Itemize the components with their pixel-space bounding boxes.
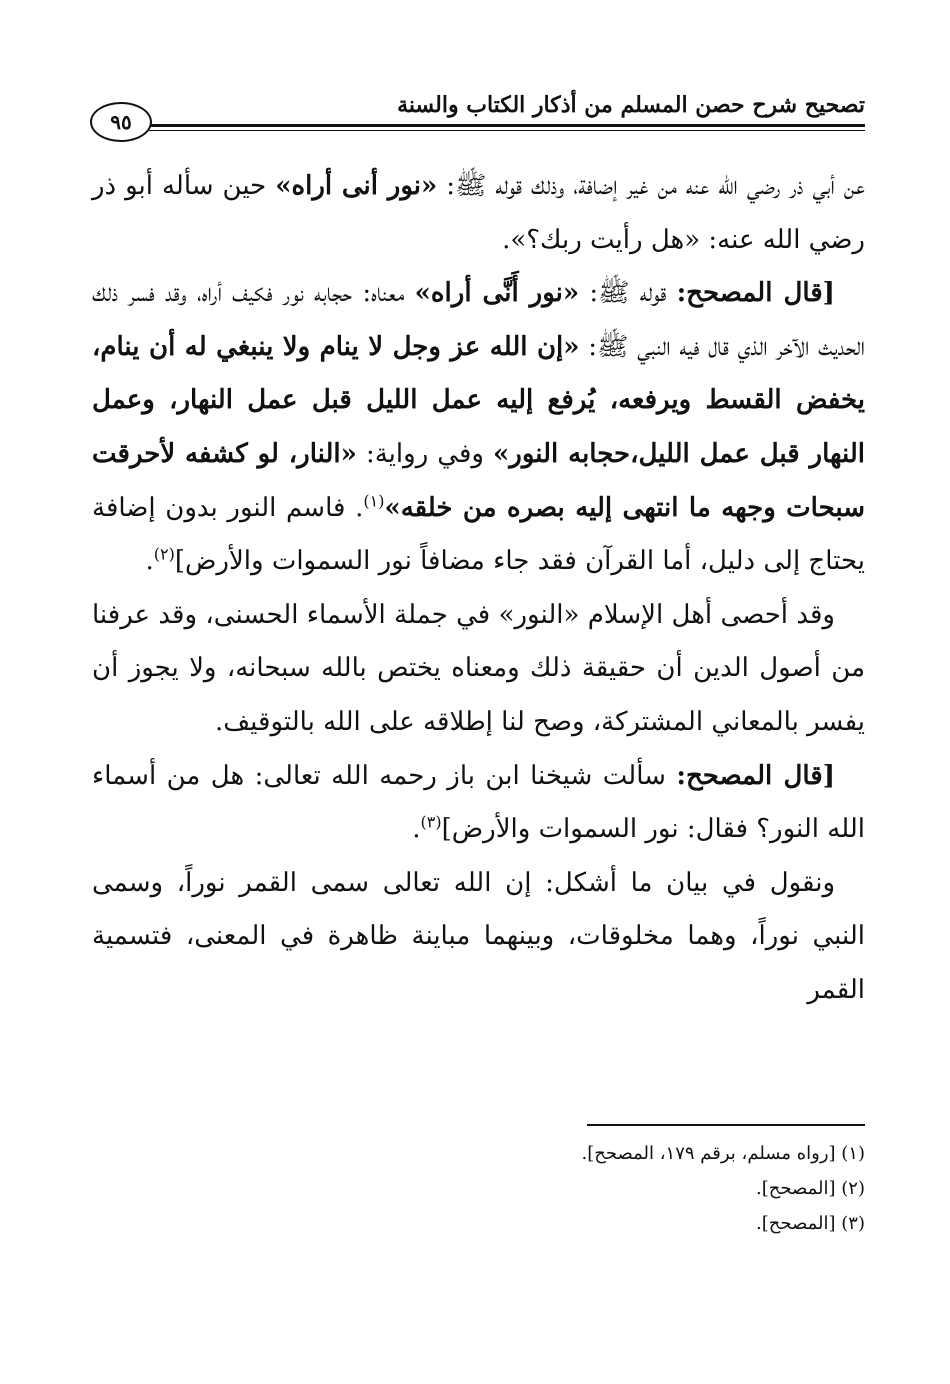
footnote-ref[interactable]: (٣)	[420, 812, 442, 832]
footnote-2: (٢) [المصحح].	[756, 1178, 865, 1199]
text-span: .	[145, 546, 154, 577]
header-rule	[148, 124, 865, 127]
footnote-ref[interactable]: (١)	[363, 490, 385, 510]
text-span: . فاسم النور بدون إضافة يحتاج إلى دليل، أما القرآن فقد جاء مضافاً نور السموات والأرض]	[92, 492, 865, 577]
footnotes	[365, 1136, 865, 1241]
corrector-label: [قال المصحح:	[676, 278, 835, 309]
quote-bold: «نور أَنَّى أراه»	[414, 278, 580, 309]
footnote-3: (٣) [المصحح].	[756, 1213, 865, 1234]
header-rule-thin	[148, 130, 865, 131]
text-span: .	[412, 814, 421, 845]
text-span: معناه: حجابه نور فكيف أراه، وقد فسر ذلك الحديث الآخر الذي قال فيه النبي ﷺ:	[92, 278, 865, 362]
text-span: قوله ﷺ:	[579, 278, 677, 309]
footnote-ref[interactable]: (٢)	[153, 544, 175, 564]
text-span: حين سأله أبو ذر رضي الله عنه: «هل رأيت ربك؟».	[92, 171, 865, 255]
page-header	[90, 88, 865, 148]
hadith-bold: «النار، لو كشفه لأحرقت سبحات وجهه ما انتهى إليه بصره من خلقه»	[92, 438, 865, 523]
page-number: ٩٥	[90, 102, 152, 142]
text-span: سألت شيخنا ابن باز رحمه الله تعالى: هل من أسماء الله النور؟ فقال: نور السموات والأرض]	[92, 760, 865, 845]
footnote-separator	[587, 1124, 865, 1126]
running-title: تصحيح شرح حصن المسلم من أذكار الكتاب والسنة	[397, 92, 865, 118]
paragraph-4	[92, 750, 865, 857]
paragraph-2	[92, 267, 865, 589]
text-span: وفي رواية:	[356, 438, 494, 469]
paragraph-5: ونقول في بيان ما أشكل: إن الله تعالى سمى القمر نوراً، وسمى النبي نوراً، وهما مخلوقات، وبينهما مباينة ظاهرة في المعنى، فتسمية القمر	[92, 867, 865, 1005]
quote-bold: «نور أنى أراه»	[275, 171, 438, 201]
paragraph-3: وقد أحصى أهل الإسلام «النور» في جملة الأسماء الحسنى، وقد عرفنا من أصول الدين أن حقيقة ذلك ومعناه يختص بالله سبحانه، ولا يجوز أن يفسر بالمعاني المشتركة، وصح لنا إطلاقه على الله بالتوقيف.	[92, 599, 865, 737]
body-text	[92, 160, 865, 1018]
paragraph-1	[92, 160, 865, 267]
footnote-1: (١) [رواه مسلم، برقم ١٧٩، المصحح].	[581, 1143, 865, 1164]
corrector-label: [قال المصحح:	[676, 760, 835, 791]
text-span: عن أبي ذر رضي الله عنه من غير إضافة، وذلك قوله ﷺ:	[437, 171, 865, 201]
hadith-bold: «إن الله عز وجل لا ينام ولا ينبغي له أن ينام، يخفض القسط ويرفعه، يُرفع إليه عمل الليل قبل عمل النهار، وعمل النهار قبل عمل الليل،حجابه النور»	[92, 331, 865, 469]
